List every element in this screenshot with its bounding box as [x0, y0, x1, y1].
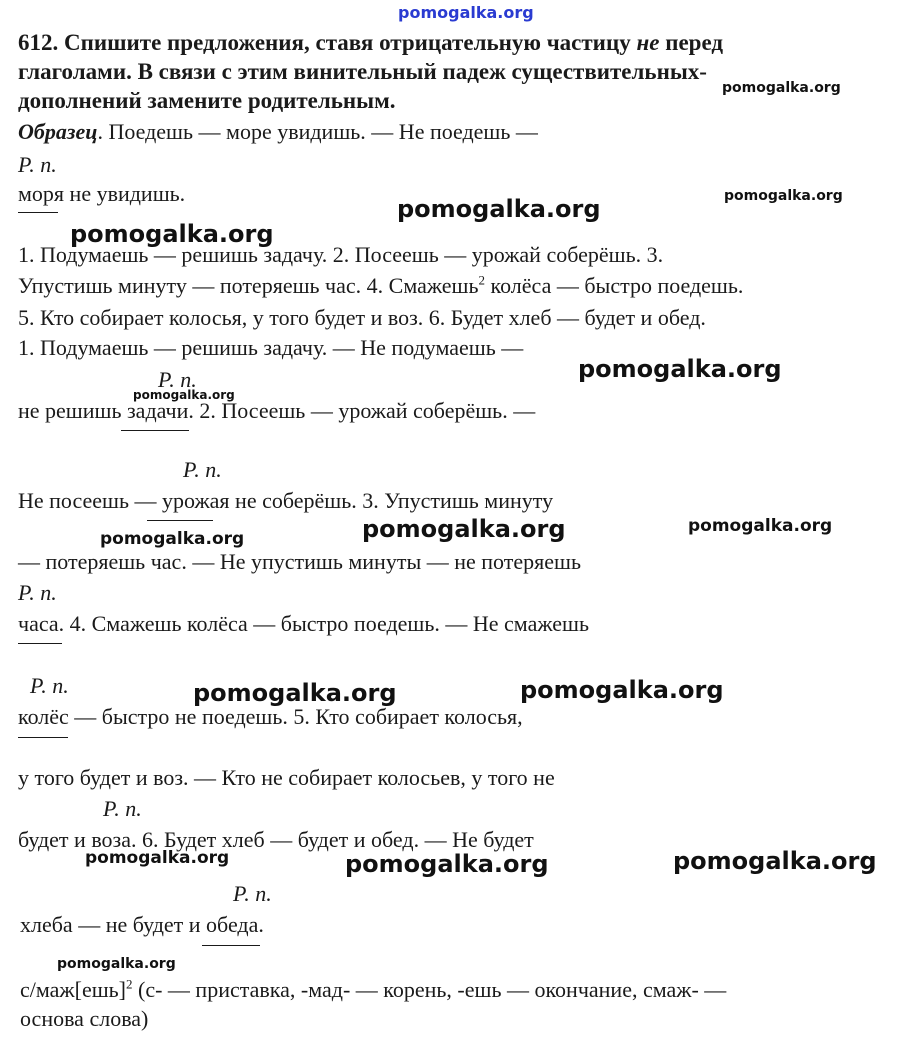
watermark: pomogalka.org: [85, 848, 230, 868]
watermark: pomogalka.org: [57, 956, 176, 972]
watermark: pomogalka.org: [520, 676, 724, 704]
answer-underline-1: [121, 430, 189, 431]
watermark-top: pomogalka.org: [398, 3, 534, 22]
task-number: 612.: [18, 30, 59, 55]
answer-line-2: не решишь задачи. 2. Посеешь — урожай соберёшь. —: [18, 398, 536, 423]
answer-line-6: колёс — быстро не поедешь. 5. Кто собирает колосья,: [18, 704, 523, 729]
sample-line-2: моря не увидишь.: [18, 181, 186, 206]
watermark: pomogalka.org: [397, 195, 601, 223]
answer-line-4: — потеряешь час. — Не упустишь минуты — не потеряешь: [18, 549, 581, 574]
answer-case-label-1: Р. п.: [158, 367, 197, 392]
sample-line-1: [18, 119, 538, 145]
sample-case-label: Р. п.: [18, 152, 57, 177]
task-text-a: Спишите предложения, ставя отрицательную частицу: [58, 30, 637, 55]
sentences-line-2: [18, 273, 743, 299]
task-particle: не: [636, 30, 660, 55]
answer-case-label-5: Р. п.: [103, 796, 142, 821]
sentences-line-1: 1. Подумаешь — решишь задачу. 2. Посеешь — урожай соберёшь. 3.: [18, 242, 664, 267]
answer-line-7: у того будет и воз. — Кто не собирает колосьев, у того не: [18, 765, 555, 790]
sentences-line-2-a: Упустишь минуту — потеряешь час. 4. Смажешь: [18, 273, 479, 298]
answer-underline-3: [18, 643, 62, 644]
watermark: pomogalka.org: [578, 355, 782, 383]
watermark: pomogalka.org: [724, 188, 843, 204]
footnote-mark: 2: [478, 272, 486, 288]
answer-underline-5: [202, 945, 260, 946]
answer-case-label-3: Р. п.: [18, 580, 57, 605]
answer-line-3: Не посеешь — урожая не соберёшь. 3. Упустишь минуту: [18, 488, 554, 513]
watermark: pomogalka.org: [688, 516, 833, 536]
answer-line-8: будет и воза. 6. Будет хлеб — будет и обед. — Не будет: [18, 827, 534, 852]
footnote-line-2: основа слова): [20, 1006, 149, 1031]
watermark: pomogalka.org: [722, 80, 841, 96]
answer-line-9: хлеба — не будет и обеда.: [20, 912, 264, 937]
answer-underline-4: [18, 737, 68, 738]
task-line-2: глаголами. В связи с этим винительный падеж существительных-: [18, 59, 707, 84]
answer-underline-2: [147, 520, 213, 521]
answer-line-1: 1. Подумаешь — решишь задачу. — Не подумаешь —: [18, 335, 524, 360]
watermark: pomogalka.org: [70, 220, 274, 248]
answer-case-label-6: Р. п.: [233, 881, 272, 906]
watermark: pomogalka.org: [193, 679, 397, 707]
footnote-word: с/маж[ешь]: [20, 977, 127, 1002]
task-line-1: [18, 30, 723, 56]
sentences-line-2-b: колёса — быстро поедешь.: [485, 273, 744, 298]
watermark: pomogalka.org: [362, 515, 566, 543]
sample-underline: [18, 212, 58, 213]
watermark: pomogalka.org: [345, 850, 549, 878]
task-line-3: дополнений замените родительным.: [18, 88, 396, 113]
watermark: pomogalka.org: [133, 388, 235, 402]
answer-case-label-2: Р. п.: [183, 457, 222, 482]
footnote-line-1: [20, 977, 726, 1003]
footnote-text: (с- — приставка, -мад- — корень, -ешь — окончание, смаж- —: [132, 977, 727, 1002]
answer-case-label-4: Р. п.: [30, 673, 69, 698]
watermark: pomogalka.org: [673, 847, 877, 875]
sample-label: Образец: [18, 119, 98, 144]
task-text-b: перед: [659, 30, 723, 55]
answer-line-5: часа. 4. Смажешь колёса — быстро поедешь. — Не смажешь: [18, 611, 589, 636]
footnote-number: 2: [126, 976, 133, 992]
sample-text: . Поедешь — море увидишь. — Не поедешь —: [97, 119, 538, 144]
sentences-line-3: 5. Кто собирает колосья, у того будет и воз. 6. Будет хлеб — будет и обед.: [18, 305, 706, 330]
watermark: pomogalka.org: [100, 529, 245, 549]
